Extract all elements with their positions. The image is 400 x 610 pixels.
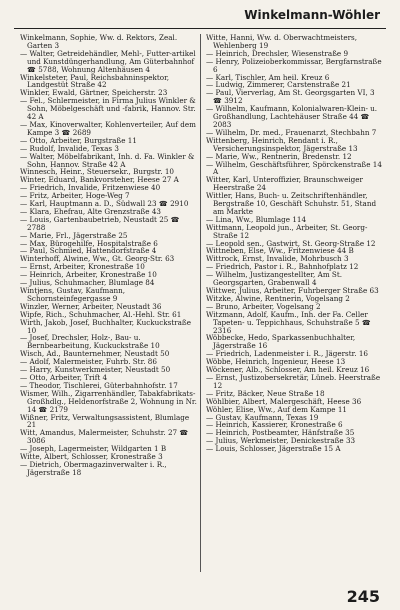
directory-entry: — Friedrich, Ladenmeister i. R., Jägerstr. 16 (206, 349, 368, 359)
header-title: Winkelmann-Wöhler (244, 8, 380, 22)
directory-entry: — Rudolf, Invalide, Texas 3 (20, 143, 119, 153)
directory-entry: — Otto, Arbeiter, Trift 4 (20, 372, 108, 382)
directory-entry: Witzke, Alwine, Rentnerin, Vogelsang 2 (206, 293, 350, 303)
directory-entry: — Julius, Werkmeister, Denickestraße 33 (206, 436, 356, 446)
directory-entry: Wittenberg, Heinrich, Rendant i. R., Versicherungsinspektor, Jägerstraße 13 (206, 135, 358, 153)
directory-entry: Witte, Hanni, Ww. d. Oberwachtmeisters, Wehlenberg 19 (206, 34, 358, 50)
directory-entry: — Ludwig, Zimmerer, Carstenstraße 21 (206, 80, 351, 90)
directory-entry: Winkelsteter, Paul, Reichsbahninspektor, Landgestüt Straße 42 (20, 72, 170, 90)
directory-entry: — Wilhelm, Geschäftsführer, Spörckenstraße 14 A (206, 159, 382, 177)
page-number: 245 (346, 587, 380, 606)
left-column (20, 34, 198, 574)
directory-entry: Wöckener, Alb., Schlosser, Am heil. Kreuz 16 (206, 365, 370, 375)
directory-entry: — Dietrich, Obermagazinverwalter i. R., Jägerstraße 18 (20, 459, 167, 477)
directory-entry: — Lina, Ww., Blumlage 114 (206, 214, 307, 224)
directory-entry: Wittwer, Julius, Arbeiter, Fuhrberger Straße 63 (206, 286, 379, 295)
directory-entry: Wißner, Fritz, Verwaltungsassistent, Blumlage 21 (20, 412, 190, 430)
directory-entry: — Leopold sen., Gastwirt, St. Georg-Straße 12 (206, 238, 376, 248)
directory-entry: — Josef, Drechsler, Holz-, Bau- u. Bernbearbeitung, Kuckuckstraße 10 (20, 333, 160, 351)
directory-entry: — Gustav, Kaufmann, Texas 19 (206, 412, 319, 422)
directory-entry: Wittmann, Leopold jun., Arbeiter, St. Georg-Straße 12 (206, 222, 368, 240)
directory-entry: Witt, Amandus, Malermeister, Schuhstr. 27 ☎ 3086 (20, 428, 189, 446)
directory-entry: Wöbbe, Heinrich, Ingenieur, Heese 13 (206, 357, 346, 367)
directory-entry: Wisch, Ad., Baunternehmer, Neustadt 50 (20, 349, 170, 359)
directory-entry: Winkelmann, Sophie, Ww. d. Rektors, Zeal. Garten 3 (20, 34, 178, 50)
directory-entry: Witte, Albert, Schlosser, Kronestraße 3 (20, 452, 163, 462)
directory-entry: Wipfe, Rich., Schuhmacher, Al.-Hehl. Str. 61 (20, 309, 182, 319)
directory-entry: — Otto, Arbeiter, Burgstraße 11 (20, 135, 137, 145)
right-column (206, 34, 384, 574)
directory-entry: — Paul, Vierverlag, Am St. Georgsgarten VI, 3 ☎ 3912 (206, 88, 375, 106)
directory-entry: — Walter, Möbelfabrikant, Inh. d. Fa. Winkler & Sohn, Hannov. Straße 42 A (20, 151, 195, 169)
directory-entry: Wöhler, Elise, Ww., Auf dem Kampe 11 (206, 404, 347, 414)
directory-entry: — Ernst, Arbeiter, Kronestraße 10 (20, 262, 145, 272)
directory-entry: — Heinrich, Arbeiter, Kronestraße 10 (20, 270, 157, 280)
column-divider (200, 34, 201, 572)
directory-entry: Winnesch, Heinr., Steuersekr., Burgstr. 10 (20, 167, 174, 177)
directory-entry: — Harry, Kunstwerkmeister, Neustadt 50 (20, 365, 171, 375)
directory-entry: Winzler, Werner, Arbeiter, Neustadt 36 (20, 301, 162, 311)
directory-entry: — Fritz, Bäcker, Neue Straße 18 (206, 388, 325, 398)
directory-entry: Wöhlbier, Albert, Malergeschäft, Heese 36 (206, 396, 362, 406)
directory-entry: Winter, Eduard, Bankvorsteher, Heese 27 A (20, 175, 179, 185)
directory-entry: — Julius, Schuhmacher, Blumlage 84 (20, 278, 155, 288)
directory-entry: — Klara, Ehefrau, Alte Grenzstraße 43 (20, 206, 161, 216)
directory-entry: — Theodor, Tischlerei, Güterbahnhofstr. 17 (20, 380, 178, 390)
directory-entry: Witzmann, Adolf, Kaufm., Inh. der Fa. Celler Tapeten- u. Teppichhaus, Schuhstraße 5 ☎ 2316 (206, 309, 371, 335)
directory-entry: Wirth, Jakob, Josef, Buchhalter, Kuckuckstraße 10 (20, 317, 191, 335)
directory-entry: — Bruno, Arbeiter, Vogelsang 2 (206, 301, 321, 311)
directory-entry: — Louis, Gartenbaubetrieb, Neustadt 25 ☎ 2788 (20, 214, 180, 232)
directory-entry: Winterhoff, Alwine, Ww., Gt. Georg-Str. 63 (20, 254, 175, 264)
directory-entry: Wöbbecke, Hedo, Sparkassenbuchhalter, Jägerstraße 16 (206, 333, 356, 351)
directory-entry: — Friedrich, Invalide, Fritzenwiese 40 (20, 183, 161, 193)
directory-entry: — Joseph, Lagermeister, Wildgarten 1 B (20, 444, 167, 454)
directory-entry: — Wilhelm, Justizangestellter, Am St. Georgsgarten, Grabenwall 4 (206, 270, 343, 288)
directory-entry: — Wilhelm, Kaufmann, Kolonialwaren-Klein- u. Großhandlung, Lachtehäuser Straße 44 ☎ 2083 (206, 104, 378, 129)
directory-entry: Wittneben, Else, Ww., Fritzenwiese 44 B (206, 246, 354, 256)
directory-entry: — Ernst, Justizobersekretär, Lüneb. Heerstraße 12 (206, 372, 381, 390)
directory-entry: — Heinrich, Postbeamter, Hänfstraße 35 (206, 428, 355, 438)
directory-entry: Wittrock, Ernst, Invalide, Mohrbusch 3 (206, 254, 349, 264)
directory-entry: Wittler, Hans, Buch- u. Zeitschriftenhändler, Bergstraße 10, Geschäft Schuhstr. 51, Stand am Markte (206, 191, 377, 216)
directory-entry: — Max, Kinoverwalter, Kohlenverteiler, Auf dem Kampe 3 ☎ 2689 (20, 119, 196, 137)
directory-entry: — Heinrich, Kassierer, Kronestraße 6 (206, 420, 343, 430)
directory-entry: Witter, Karl, Unteroffizier, Braunschweiger Heerstraße 24 (206, 175, 363, 193)
directory-entry: — Marie, Ww., Rentnerin, Bredenstr. 12 (206, 151, 352, 161)
directory-entry: — Karl, Hauptmann a. D., Südwall 23 ☎ 2910 (20, 199, 189, 209)
directory-entry: Wintjens, Gustav, Kaufmann, Schornsteinfegergasse 9 (20, 286, 126, 303)
directory-entry: — Friedrich, Pastor i. R., Bahnhofplatz 12 (206, 262, 359, 272)
directory-entry: — Paul, Schmied, Hattendorfstraße 4 (20, 246, 157, 256)
directory-entry: — Walter, Getreidehändler, Mehl-, Futter-artikel und Kunstdüngerhandlung, Am Güterbahnhof ☎ 5788, Wohnung Altenhäusen 4 (20, 48, 196, 74)
directory-entry: — Fritz, Arbeiter, Hoge-Weg 7 (20, 191, 130, 201)
directory-entry: — Adolf, Malermeister, Fuhrb. Str. 86 (20, 357, 157, 367)
page-header (14, 6, 386, 29)
directory-entry: — Fel., Schlermeister, in Firma Julius Winkler & Sohn, Möbelgeschäft und -fabrik, Hannov. Str. 42 A (20, 96, 196, 122)
directory-entry: — Henry, Polizeioberkommissar, Bergfarnstraße 6 (206, 56, 382, 74)
directory-entry: — Karl, Tischler, Am heil. Kreuz 6 (206, 72, 330, 82)
directory-entry: — Wilhelm, Dr. med., Frauenarzt, Stechbahn 7 (206, 127, 377, 137)
directory-entry: Winkler, Ewald, Gärtner, Speicherstr. 23 (20, 88, 168, 98)
directory-entry: — Max, Bürogehilfe, Hospitalstraße 6 (20, 238, 158, 248)
directory-entry: — Marie, Frl., Jägerstraße 25 (20, 230, 128, 240)
directory-entry: Wismer, Wilh., Zigarrenhändler, Tabakfabrikats-Großhdlg., Heldenorfstraße 2, Wohnung in Nr. 14 ☎ 2179 (20, 388, 197, 414)
directory-entry: — Louis, Schlosser, Jägerstraße 15 A (206, 444, 341, 454)
directory-entry: — Heinrich, Drechsler, Wiesenstraße 9 (206, 48, 349, 58)
